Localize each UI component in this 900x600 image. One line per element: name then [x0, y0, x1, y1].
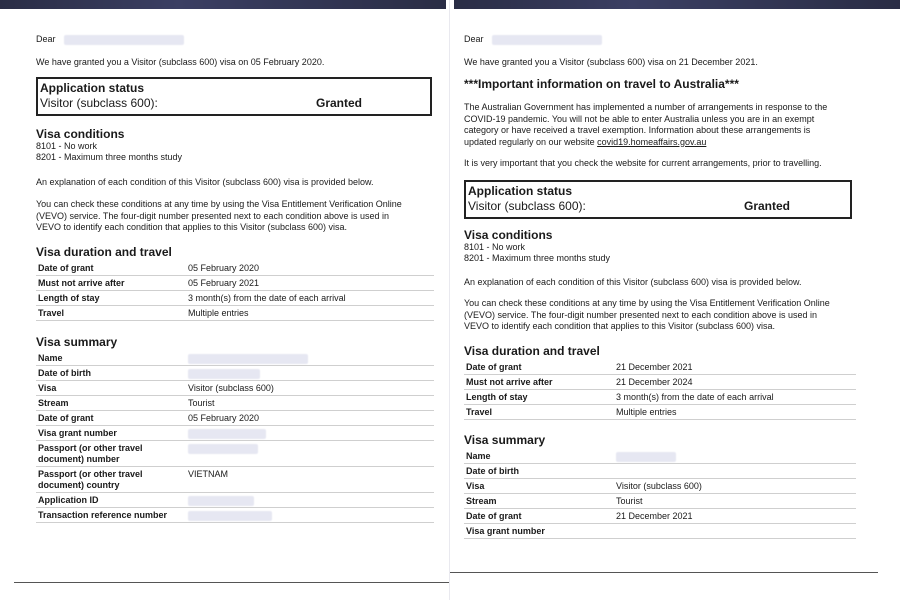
row-key: Application ID — [36, 493, 186, 508]
greeting-text: Dear — [464, 34, 484, 44]
row-key: Visa — [36, 381, 186, 396]
table-row — [36, 366, 434, 381]
application-status-title: Application status — [468, 184, 573, 198]
visa-grant-page-right — [450, 0, 900, 600]
visa-summary-table — [464, 449, 856, 539]
row-key-line: document) country — [38, 480, 120, 490]
application-status-title: Application status — [40, 81, 145, 95]
application-status-label: Visitor (subclass 600): — [40, 96, 158, 110]
granted-line: We have granted you a Visitor (subclass 600) visa on 05 February 2020. — [36, 57, 325, 67]
vevo-line: You can check these conditions at any time by using the Visa Entitlement Verification Online — [36, 199, 402, 209]
table-row — [36, 426, 434, 441]
table-row — [36, 306, 434, 321]
row-key: Date of grant — [464, 360, 614, 375]
row-value: 21 December 2021 — [614, 360, 856, 375]
application-status-box — [36, 77, 432, 116]
visa-summary-table — [36, 351, 434, 523]
condition-item: 8201 - Maximum three months study — [464, 253, 611, 263]
greeting — [36, 34, 434, 46]
footer-rule — [450, 572, 878, 573]
row-key: Must not arrive after — [36, 276, 186, 291]
row-value: Multiple entries — [186, 306, 434, 321]
application-status-box — [464, 180, 852, 219]
covid-line: updated regularly on our website — [464, 136, 595, 147]
row-value: 3 month(s) from the date of each arrival — [614, 390, 856, 405]
row-key-line: document) number — [38, 454, 120, 464]
row-value: 21 December 2021 — [614, 509, 856, 524]
row-key: Name — [464, 449, 614, 464]
row-key: Travel — [36, 306, 186, 321]
row-key: Date of birth — [36, 366, 186, 381]
table-row — [464, 360, 856, 375]
row-key: Must not arrive after — [464, 375, 614, 390]
redacted-value — [188, 511, 272, 521]
row-key: Stream — [464, 494, 614, 509]
duration-title: Visa duration and travel — [464, 344, 600, 358]
row-key — [36, 467, 186, 493]
redacted-value — [188, 429, 266, 439]
row-key — [36, 441, 186, 467]
vevo-line: VEVO to identify each condition that applies to this Visitor (subclass 600) visa. — [464, 321, 775, 331]
covid-line: COVID-19 pandemic. You will not be able to enter Australia unless you are in an exempt — [464, 113, 815, 124]
row-key: Date of grant — [36, 261, 186, 276]
table-row — [36, 508, 434, 523]
redacted-value — [616, 452, 676, 462]
row-key: Length of stay — [36, 291, 186, 306]
application-status-value: Granted — [316, 96, 363, 110]
duration-title: Visa duration and travel — [36, 245, 172, 259]
table-row — [464, 375, 856, 390]
condition-item: 8101 - No work — [464, 242, 526, 252]
row-value: Tourist — [614, 494, 856, 509]
page-header-bar — [0, 0, 446, 9]
page-header-bar — [454, 0, 900, 9]
row-key: Travel — [464, 405, 614, 420]
row-key: Date of birth — [464, 464, 614, 479]
row-key-line: Passport (or other travel — [38, 443, 143, 453]
visa-conditions-title: Visa conditions — [36, 127, 125, 141]
duration-table — [464, 360, 856, 420]
vevo-line: (VEVO) service. The four-digit number presented next to each condition above is used in — [464, 309, 818, 320]
row-value: Visitor (subclass 600) — [186, 381, 434, 396]
important-heading: ***Important information on travel to Australia*** — [464, 77, 739, 91]
table-row — [464, 464, 856, 479]
row-value: Visitor (subclass 600) — [614, 479, 856, 494]
row-value: 05 February 2020 — [186, 411, 434, 426]
row-value: VIETNAM — [186, 467, 434, 493]
table-row — [36, 351, 434, 366]
table-row — [36, 291, 434, 306]
covid-line: category or have received a travel exemption. Information about these arrangements is — [464, 125, 811, 135]
table-row — [464, 390, 856, 405]
check-website-text: It is very important that you check the website for current arrangements, prior to travelling. — [464, 158, 822, 168]
row-key: Visa — [464, 479, 614, 494]
granted-line: We have granted you a Visitor (subclass 600) visa on 21 December 2021. — [464, 57, 758, 67]
footer-rule — [14, 582, 450, 583]
row-value: 21 December 2024 — [614, 375, 856, 390]
redacted-value — [188, 369, 260, 379]
table-row — [464, 524, 856, 539]
duration-table — [36, 261, 434, 321]
vevo-line: VEVO to identify each condition that applies to this Visitor (subclass 600) visa. — [36, 222, 347, 232]
covid-line: The Australian Government has implemented a number of arrangements in response to the — [464, 102, 828, 112]
table-row — [464, 405, 856, 420]
redacted-value — [188, 354, 308, 364]
row-key: Length of stay — [464, 390, 614, 405]
table-row — [36, 493, 434, 508]
table-row — [36, 396, 434, 411]
table-row — [464, 494, 856, 509]
vevo-line: You can check these conditions at any time by using the Visa Entitlement Verification Online — [464, 298, 830, 308]
visa-conditions-title: Visa conditions — [464, 228, 553, 242]
table-row — [36, 381, 434, 396]
condition-item: 8201 - Maximum three months study — [36, 152, 183, 162]
table-row — [36, 261, 434, 276]
vevo-line: (VEVO) service. The four-digit number presented next to each condition above is used in — [36, 210, 390, 221]
row-key: Date of grant — [464, 509, 614, 524]
table-row — [464, 479, 856, 494]
row-value: 05 February 2021 — [186, 276, 434, 291]
row-key: Visa grant number — [36, 426, 186, 441]
redacted-value — [188, 496, 254, 506]
row-key: Date of grant — [36, 411, 186, 426]
redacted-name — [64, 35, 184, 45]
table-row — [36, 441, 434, 467]
explanation-text: An explanation of each condition of this Visitor (subclass 600) visa is provided below. — [36, 177, 374, 187]
row-value: Tourist — [186, 396, 434, 411]
row-value: Multiple entries — [614, 405, 856, 420]
table-row — [464, 509, 856, 524]
row-key: Stream — [36, 396, 186, 411]
application-status-value: Granted — [744, 199, 791, 213]
row-key: Transaction reference number — [36, 508, 186, 523]
visa-summary-title: Visa summary — [36, 335, 118, 349]
row-value: 05 February 2020 — [186, 261, 434, 276]
greeting-text: Dear — [36, 34, 56, 44]
condition-item: 8101 - No work — [36, 141, 98, 151]
row-value: 3 month(s) from the date of each arrival — [186, 291, 434, 306]
covid-website-link[interactable]: covid19.homeaffairs.gov.au — [597, 136, 707, 147]
table-row — [36, 276, 434, 291]
table-row — [36, 411, 434, 426]
explanation-text: An explanation of each condition of this Visitor (subclass 600) visa is provided below. — [464, 277, 802, 287]
row-key: Name — [36, 351, 186, 366]
row-key-line: Passport (or other travel — [38, 469, 143, 479]
table-row — [464, 449, 856, 464]
application-status-label: Visitor (subclass 600): — [468, 199, 586, 213]
table-row — [36, 467, 434, 493]
row-key: Visa grant number — [464, 524, 614, 539]
visa-summary-title: Visa summary — [464, 433, 546, 447]
redacted-name — [492, 35, 602, 45]
redacted-value — [188, 444, 258, 454]
